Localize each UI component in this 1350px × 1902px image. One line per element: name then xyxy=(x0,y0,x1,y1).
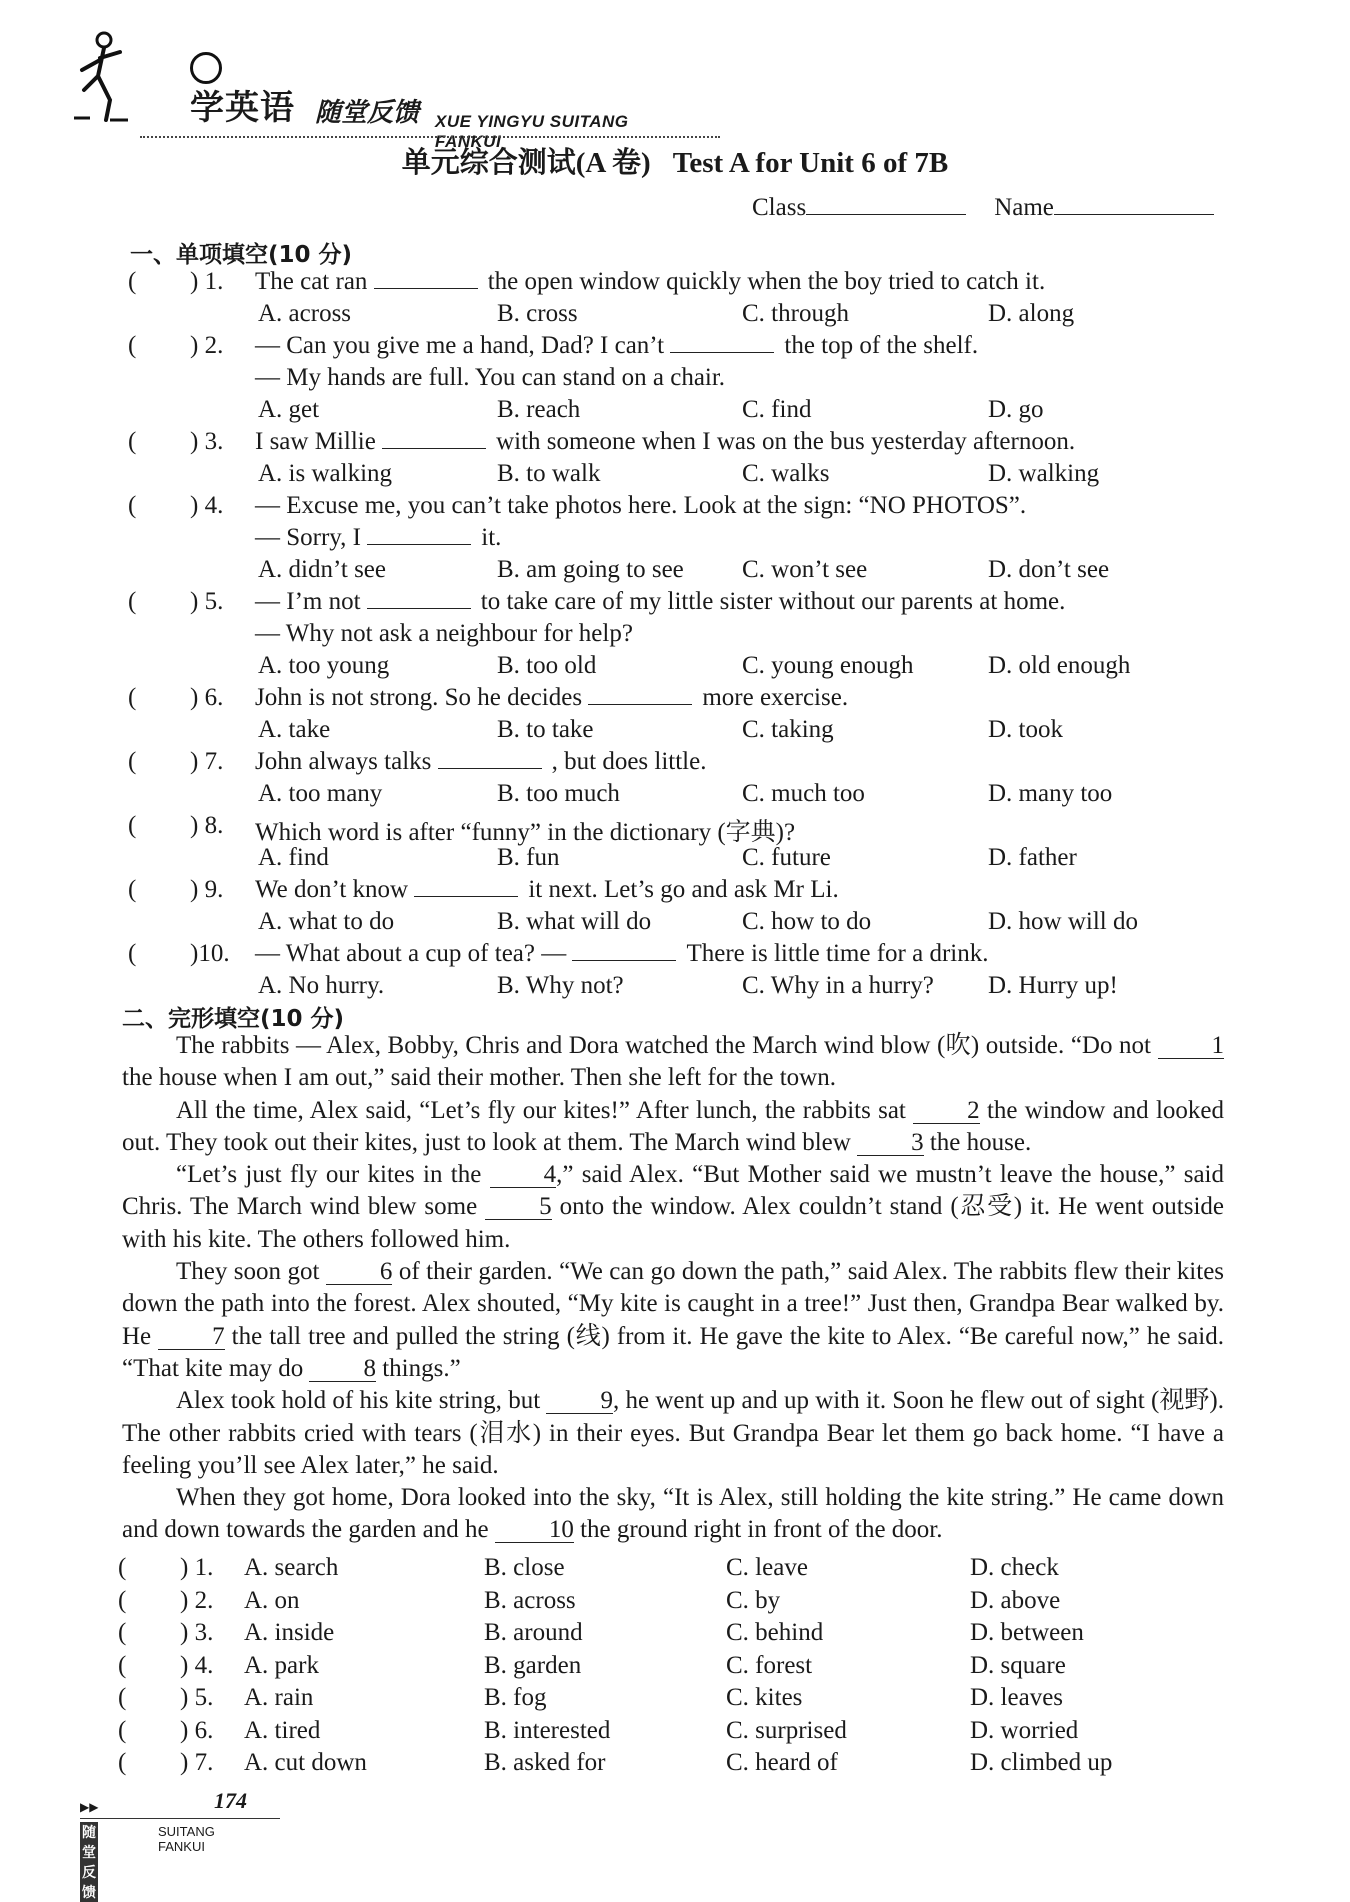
question-text: — Can you give me a hand, Dad? I can’t the top of the shelf. xyxy=(255,332,979,359)
option: D. don’t see xyxy=(988,556,1110,583)
passage-paragraph: “Let’s just fly our kites in the 4,” said Alex. “But Mother said we mustn’t leave the house,” said Chris. The March wind blew some 5 onto the window. Alex couldn’t stand (忍受) it. He went outside with his kite. The others followed him. xyxy=(122,1161,1224,1253)
class-name-fields xyxy=(752,192,1214,222)
cloze-blank: 8 xyxy=(309,1357,376,1382)
brand-cn2: 随堂反馈 xyxy=(315,98,420,128)
option: D. leaves xyxy=(970,1684,1064,1711)
class-field[interactable] xyxy=(806,192,966,215)
passage-paragraph: All the time, Alex said, “Let’s fly our kites!” After lunch, the rabbits sat 2 the window and looked out. They took out their kites, just to look at them. The March wind blew 3 the house. xyxy=(122,1096,1225,1156)
question-number: ) 1. xyxy=(180,1554,214,1581)
question-number: ) 4. xyxy=(180,1651,214,1679)
option: B. garden xyxy=(484,1651,582,1679)
option: C. taking xyxy=(742,716,834,743)
question-text: — My hands are full. You can stand on a chair. xyxy=(255,364,726,391)
question-number: ) 6. xyxy=(190,684,224,711)
answer-paren[interactable]: ( xyxy=(118,1651,127,1679)
cloze-blank: 5 xyxy=(485,1195,552,1220)
cloze-blank: 6 xyxy=(326,1260,393,1285)
passage-paragraph: They soon got 6 of their garden. “We can go down the path,” said Alex. The rabbits flew their kites down the path into the forest. Alex shouted, “My kite is caught in a tree!” Just then, Grandpa Bear walked by. He 7 the tall tree and pulled the string (线) from it. He gave the kite to Alex. “Be careful now,” he said. “That kite may do 8 things.” xyxy=(122,1258,1225,1382)
option: B. to take xyxy=(497,716,594,743)
question-number: ) 7. xyxy=(190,748,224,775)
option: A. park xyxy=(244,1651,319,1679)
question-text: I saw Millie with someone when I was on the bus yesterday afternoon. xyxy=(255,428,1076,455)
cloze-blank: 2 xyxy=(913,1099,980,1124)
option: D. Hurry up! xyxy=(988,972,1118,999)
option: C. forest xyxy=(726,1651,813,1679)
answer-blank[interactable] xyxy=(588,684,692,705)
question-number: ) 6. xyxy=(180,1716,214,1744)
name-label: Name xyxy=(994,194,1054,221)
cloze-blank: 1 xyxy=(1158,1034,1225,1059)
answer-blank[interactable] xyxy=(374,268,478,289)
option: A. inside xyxy=(244,1619,335,1646)
option: D. square xyxy=(970,1651,1066,1679)
answer-paren[interactable]: ( xyxy=(128,876,137,903)
option: A. search xyxy=(244,1554,339,1581)
option: C. heard of xyxy=(726,1749,838,1776)
answer-paren[interactable]: ( xyxy=(128,268,137,295)
option: A. is walking xyxy=(258,460,393,487)
answer-paren[interactable]: ( xyxy=(118,1749,127,1776)
option: C. leave xyxy=(726,1554,808,1581)
cloze-blank: 10 xyxy=(495,1518,574,1543)
option: D. along xyxy=(988,300,1075,327)
answer-paren[interactable]: ( xyxy=(128,940,137,967)
option: B. fun xyxy=(497,844,560,871)
runner-logo-icon xyxy=(70,30,140,122)
header-divider xyxy=(140,136,720,138)
question-text: — What about a cup of tea? — There is little time for a drink. xyxy=(255,940,989,967)
footer-cn: 随堂反馈 xyxy=(80,1822,98,1902)
option: A. find xyxy=(258,844,329,871)
option: D. go xyxy=(988,396,1044,423)
option: B. am going to see xyxy=(497,556,684,583)
question-number: ) 8. xyxy=(190,812,224,839)
name-field[interactable] xyxy=(1054,192,1214,215)
option: A. on xyxy=(244,1586,300,1614)
option: C. how to do xyxy=(742,908,872,935)
question-number: ) 1. xyxy=(190,268,224,295)
question-text: We don’t know it next. Let’s go and ask Mr Li. xyxy=(255,876,839,903)
question-text: — Sorry, I it. xyxy=(255,524,502,551)
cloze-blank: 9 xyxy=(546,1389,613,1414)
answer-blank[interactable] xyxy=(367,524,471,545)
question-text: Which word is after “funny” in the dictionary (字典)? xyxy=(255,819,796,846)
answer-paren[interactable]: ( xyxy=(128,684,137,711)
option: A. No hurry. xyxy=(258,972,385,999)
option: A. too young xyxy=(258,652,390,679)
option: B. asked for xyxy=(484,1749,606,1776)
option: D. many too xyxy=(988,780,1113,807)
question-number: ) 7. xyxy=(180,1749,214,1776)
option: B. too old xyxy=(497,652,597,679)
option: C. future xyxy=(742,844,831,871)
option: A. tired xyxy=(244,1716,321,1744)
option: B. fog xyxy=(484,1684,547,1711)
answer-paren[interactable]: ( xyxy=(118,1554,127,1581)
option: B. reach xyxy=(497,396,581,423)
answer-blank[interactable] xyxy=(414,876,518,897)
option: C. walks xyxy=(742,460,830,487)
option: C. by xyxy=(726,1586,781,1614)
option: A. get xyxy=(258,396,320,423)
question-number: ) 3. xyxy=(190,428,224,455)
brand-cn: 学英语 xyxy=(190,88,295,128)
question-text: — Why not ask a neighbour for help? xyxy=(255,620,633,647)
question-text: John is not strong. So he decides more exercise. xyxy=(255,684,849,711)
question-text: — I’m not to take care of my little sister without our parents at home. xyxy=(255,588,1066,615)
question-number: ) 3. xyxy=(180,1619,214,1646)
option: C. kites xyxy=(726,1684,803,1711)
question-number: ) 2. xyxy=(180,1586,214,1614)
option: A. what to do xyxy=(258,908,395,935)
passage-paragraph: The rabbits — Alex, Bobby, Chris and Dora watched the March wind blow (吹) outside. “Do not 1 the house when I am out,” said their mother. Then she left for the town. xyxy=(122,1032,1224,1092)
option: D. father xyxy=(988,844,1077,871)
question-number: ) 9. xyxy=(190,876,224,903)
footer-en: SUITANG FANKUI xyxy=(158,1824,215,1854)
option: B. across xyxy=(484,1586,576,1614)
cloze-blank: 4 xyxy=(490,1163,557,1188)
passage-paragraph: When they got home, Dora looked into the sky, “It is Alex, still holding the kite string.” He came down and down towards the garden and he 10 the ground right in front of the door. xyxy=(122,1484,1224,1544)
option: A. rain xyxy=(244,1684,314,1711)
option: C. much too xyxy=(742,780,865,807)
option: C. through xyxy=(742,300,849,327)
cloze-blank: 7 xyxy=(158,1325,225,1350)
question-text: — Excuse me, you can’t take photos here. Look at the sign: “NO PHOTOS”. xyxy=(255,492,1027,519)
option: B. interested xyxy=(484,1716,611,1744)
answer-paren[interactable]: ( xyxy=(128,812,137,839)
option: D. how will do xyxy=(988,908,1138,935)
cloze-passage xyxy=(122,1030,1224,1547)
brand-en: XUE YINGYU SUITANG FANKUI xyxy=(435,112,629,151)
question-number: ) 2. xyxy=(190,332,224,359)
option: D. above xyxy=(970,1586,1061,1614)
section1-heading: 一、单项填空(10 分) xyxy=(130,242,353,268)
option: C. young enough xyxy=(742,652,914,679)
option: D. between xyxy=(970,1619,1084,1646)
question-number: ) 5. xyxy=(180,1684,214,1711)
section2-heading: 二、完形填空(10 分) xyxy=(122,1006,345,1032)
answer-paren[interactable]: ( xyxy=(118,1619,127,1646)
answer-paren[interactable]: ( xyxy=(128,428,137,455)
answer-paren[interactable]: ( xyxy=(118,1586,127,1614)
option: A. take xyxy=(258,716,331,743)
answer-paren[interactable]: ( xyxy=(118,1684,127,1711)
question-text: The cat ran the open window quickly when the boy tried to catch it. xyxy=(255,268,1046,295)
answer-blank[interactable] xyxy=(438,748,542,769)
option: A. across xyxy=(258,300,352,327)
option: A. didn’t see xyxy=(258,556,386,583)
cloze-blank: 3 xyxy=(857,1131,924,1156)
question-number: ) 4. xyxy=(190,492,224,519)
option: D. old enough xyxy=(988,652,1131,679)
answer-paren[interactable]: ( xyxy=(128,492,137,519)
option: A. too many xyxy=(258,780,383,807)
option: D. took xyxy=(988,716,1063,743)
footer-divider xyxy=(80,1818,280,1819)
question-number: ) 5. xyxy=(190,588,224,615)
option: C. won’t see xyxy=(742,556,868,583)
answer-paren[interactable]: ( xyxy=(118,1716,127,1744)
option: C. behind xyxy=(726,1619,824,1646)
option: B. what will do xyxy=(497,908,652,935)
option: C. find xyxy=(742,396,812,423)
option: A. cut down xyxy=(244,1749,367,1776)
option: B. close xyxy=(484,1554,565,1581)
option: B. too much xyxy=(497,780,620,807)
answer-blank[interactable] xyxy=(382,428,486,449)
title-cn: 单元综合测试(A 卷) xyxy=(401,147,651,179)
option: B. cross xyxy=(497,300,578,327)
option: D. walking xyxy=(988,460,1100,487)
option: D. check xyxy=(970,1554,1059,1581)
answer-paren[interactable]: ( xyxy=(128,588,137,615)
question-number: )10. xyxy=(190,940,230,967)
option: B. to walk xyxy=(497,460,601,487)
class-label: Class xyxy=(752,194,807,221)
option: B. Why not? xyxy=(497,972,624,999)
option: C. Why in a hurry? xyxy=(742,972,934,999)
page-title xyxy=(0,140,1350,181)
option: D. worried xyxy=(970,1716,1079,1744)
header-brand xyxy=(60,22,660,151)
option: B. around xyxy=(484,1619,583,1646)
option: C. surprised xyxy=(726,1716,847,1744)
option: D. climbed up xyxy=(970,1749,1113,1776)
answer-blank[interactable] xyxy=(367,588,471,609)
answer-paren[interactable]: ( xyxy=(128,748,137,775)
answer-paren[interactable]: ( xyxy=(128,332,137,359)
answer-blank[interactable] xyxy=(670,332,774,353)
page-number: 174 xyxy=(214,1788,247,1813)
title-en: Test A for Unit 6 of 7B xyxy=(672,147,949,179)
passage-paragraph: Alex took hold of his kite string, but 9, he went up and up with it. Soon he flew out of sight (视野). The other rabbits cried with tears (泪水) in their eyes. But Grandpa Bear let them go back home. “I have a feeling you’ll see Alex later,” he said. xyxy=(122,1387,1224,1479)
question-text: John always talks , but does little. xyxy=(255,748,707,775)
arrow-icon: ▶▶ xyxy=(80,1800,99,1814)
answer-blank[interactable] xyxy=(572,940,676,961)
